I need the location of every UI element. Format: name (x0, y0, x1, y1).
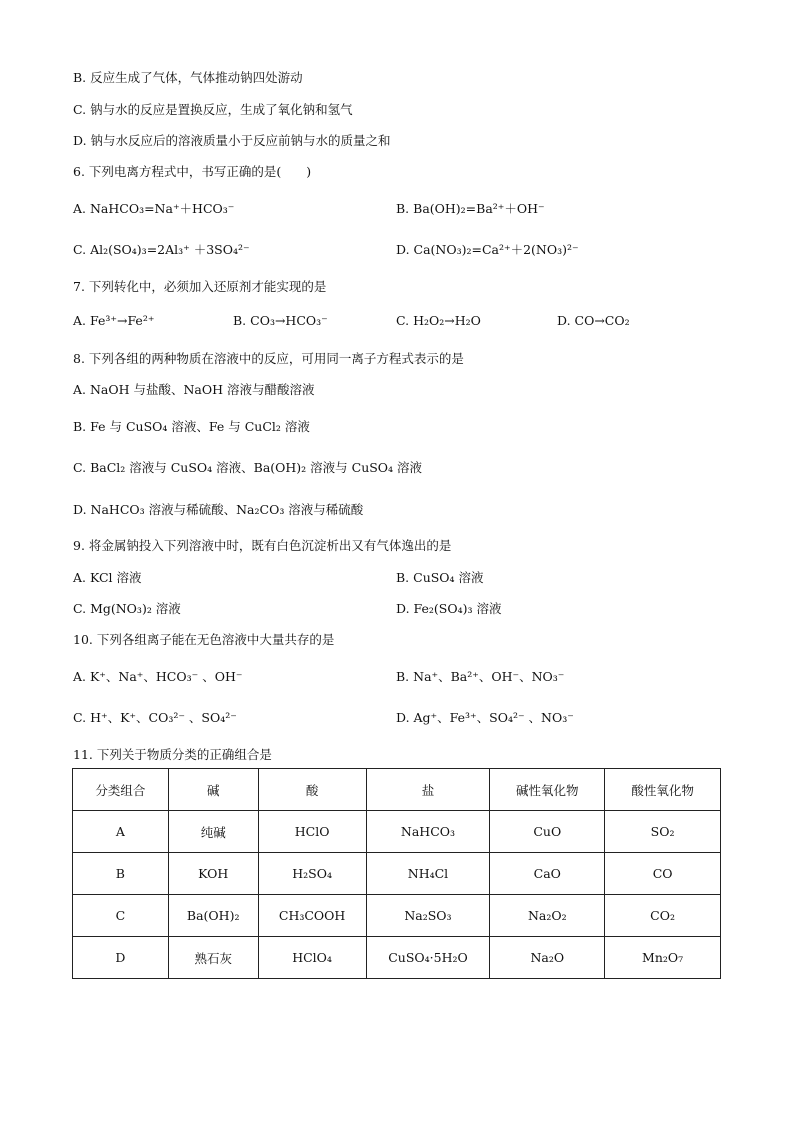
q7-option-d: D. CO→CO₂ (557, 313, 630, 328)
q10-option-c: C. H⁺、K⁺、CO₃²⁻ 、SO₄²⁻ (73, 710, 237, 725)
table-cell: Na₂SO₃ (366, 895, 490, 937)
q6-option-a: A. NaHCO₃=Na⁺＋HCO₃⁻ (73, 201, 235, 216)
q8-option-c: C. BaCl₂ 溶液与 CuSO₄ 溶液、Ba(OH)₂ 溶液与 CuSO₄ 溶液 (73, 460, 423, 475)
table-cell: CuO (490, 811, 605, 853)
q5-option-d: D. 钠与水反应后的溶液质量小于反应前钠与水的质量之和 (73, 133, 391, 148)
table-cell: CO (605, 853, 721, 895)
header-cell: 碱 (168, 769, 258, 811)
header-cell: 盐 (366, 769, 490, 811)
q11-stem: 11. 下列关于物质分类的正确组合是 (73, 747, 272, 762)
q9-option-d: D. Fe₂(SO₄)₃ 溶液 (396, 601, 502, 616)
q7-option-c: C. H₂O₂→H₂O (396, 313, 481, 328)
q9-option-a: A. KCl 溶液 (73, 570, 142, 585)
q8-option-b: B. Fe 与 CuSO₄ 溶液、Fe 与 CuCl₂ 溶液 (73, 419, 310, 434)
table-cell: NH₄Cl (366, 853, 490, 895)
q6-option-b: B. Ba(OH)₂=Ba²⁺＋OH⁻ (396, 201, 545, 216)
q6-stem: 6. 下列电离方程式中，书写正确的是( ) (73, 164, 312, 179)
q5-option-b: B. 反应生成了气体，气体推动钠四处游动 (73, 70, 303, 85)
header-cell: 酸 (258, 769, 366, 811)
table-cell: 熟石灰 (168, 937, 258, 979)
table-row (73, 811, 721, 853)
header-cell: 酸性氧化物 (605, 769, 721, 811)
q9-stem: 9. 将金属钠投入下列溶液中时，既有白色沉淀析出又有气体逸出的是 (73, 538, 452, 553)
q10-stem: 10. 下列各组离子能在无色溶液中大量共存的是 (73, 632, 335, 647)
table-row (73, 853, 721, 895)
table-cell: Na₂O₂ (490, 895, 605, 937)
table-cell: CH₃COOH (258, 895, 366, 937)
table-cell: Mn₂O₇ (605, 937, 721, 979)
table-cell: SO₂ (605, 811, 721, 853)
table-cell: Ba(OH)₂ (168, 895, 258, 937)
table-header-row (73, 769, 721, 811)
table-cell: CuSO₄·5H₂O (366, 937, 490, 979)
q7-option-a: A. Fe³⁺→Fe²⁺ (73, 313, 155, 328)
table-cell: HClO (258, 811, 366, 853)
q6-option-c: C. Al₂(SO₄)₃=2Al₃⁺ ＋3SO₄²⁻ (73, 242, 250, 257)
q5-option-c: C. 钠与水的反应是置换反应，生成了氧化钠和氢气 (73, 102, 353, 117)
classification-table (72, 768, 721, 979)
table-row (73, 937, 721, 979)
q10-option-d: D. Ag⁺、Fe³⁺、SO₄²⁻ 、NO₃⁻ (396, 710, 574, 725)
header-cell: 分类组合 (73, 769, 169, 811)
q8-stem: 8. 下列各组的两种物质在溶液中的反应，可用同一离子方程式表示的是 (73, 351, 464, 366)
q9-option-b: B. CuSO₄ 溶液 (396, 570, 484, 585)
table-cell: C (73, 895, 169, 937)
q6-option-d: D. Ca(NO₃)₂=Ca²⁺＋2(NO₃)²⁻ (396, 242, 579, 257)
q8-option-a: A. NaOH 与盐酸、NaOH 溶液与醋酸溶液 (73, 382, 315, 397)
table-cell: NaHCO₃ (366, 811, 490, 853)
q10-option-b: B. Na⁺、Ba²⁺、OH⁻、NO₃⁻ (396, 669, 565, 684)
q10-option-a: A. K⁺、Na⁺、HCO₃⁻ 、OH⁻ (73, 669, 243, 684)
table-cell: A (73, 811, 169, 853)
table-cell: 纯碱 (168, 811, 258, 853)
table-row (73, 895, 721, 937)
table-cell: KOH (168, 853, 258, 895)
table-cell: B (73, 853, 169, 895)
table-cell: D (73, 937, 169, 979)
table-cell: CaO (490, 853, 605, 895)
header-cell: 碱性氧化物 (490, 769, 605, 811)
table-cell: CO₂ (605, 895, 721, 937)
table-cell: HClO₄ (258, 937, 366, 979)
q8-option-d: D. NaHCO₃ 溶液与稀硫酸、Na₂CO₃ 溶液与稀硫酸 (73, 502, 364, 517)
table-cell: H₂SO₄ (258, 853, 366, 895)
q7-stem: 7. 下列转化中，必须加入还原剂才能实现的是 (73, 279, 327, 294)
table-cell: Na₂O (490, 937, 605, 979)
q9-option-c: C. Mg(NO₃)₂ 溶液 (73, 601, 181, 616)
q7-option-b: B. CO₃→HCO₃⁻ (233, 313, 328, 328)
